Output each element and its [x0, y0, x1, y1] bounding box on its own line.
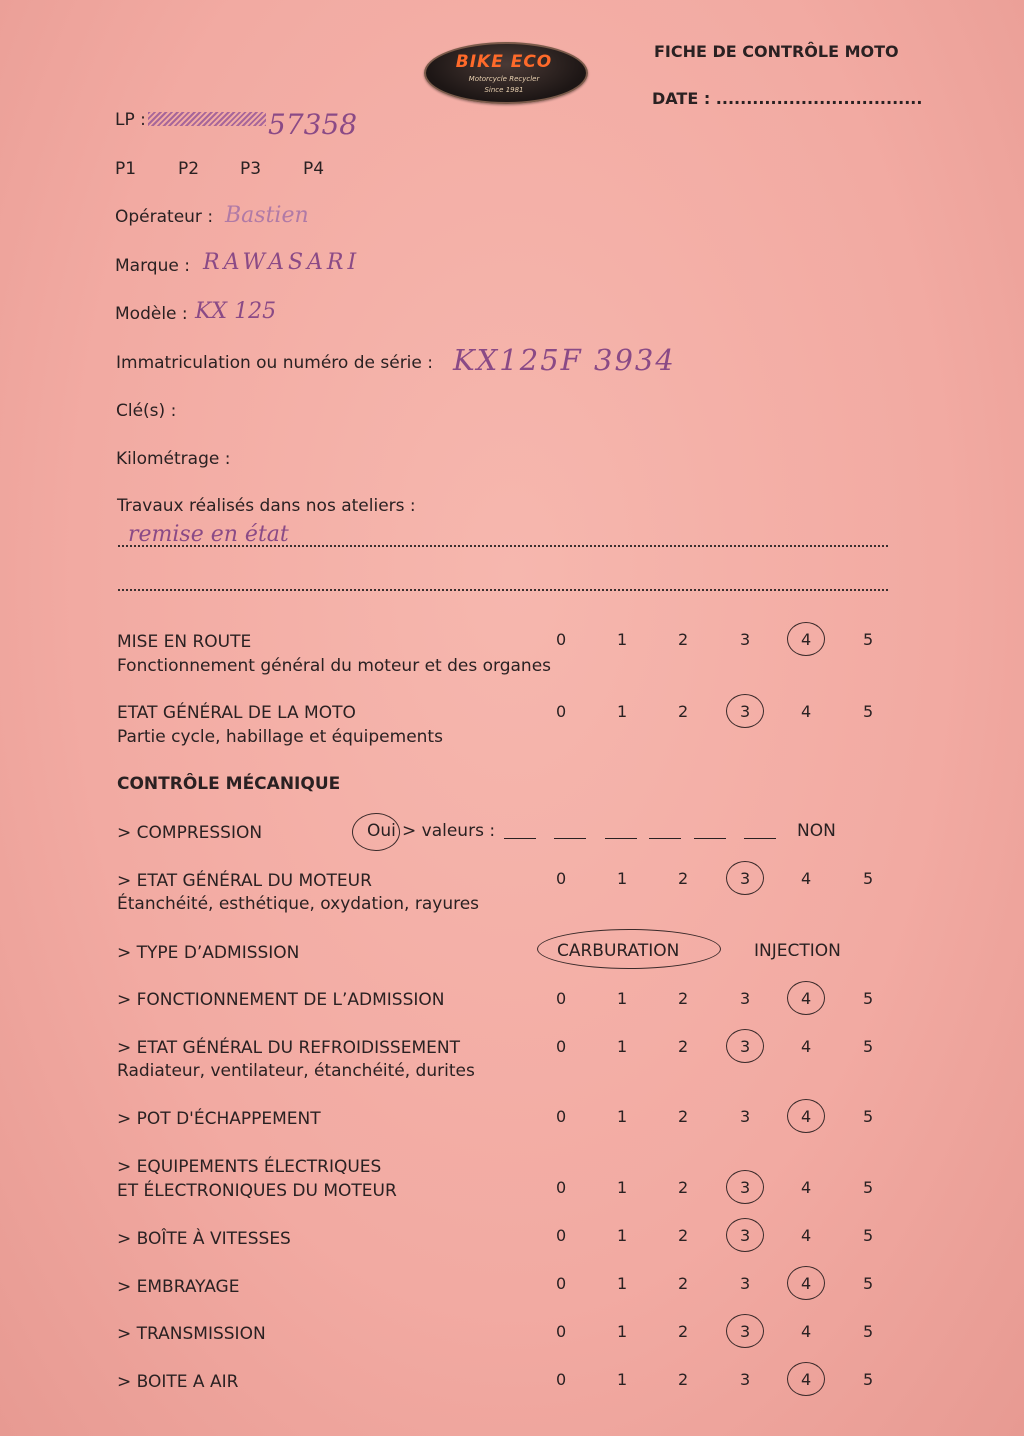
valeur-blank-5[interactable]	[694, 838, 726, 839]
refroidissement-scale-option-1[interactable]: 1	[617, 1037, 628, 1056]
etat-moto-scale-selection-circle	[726, 694, 764, 728]
etat-moto-scale-option-0[interactable]: 0	[556, 702, 567, 721]
logo-since: Since 1981	[484, 86, 524, 94]
equipements-scale-option-2[interactable]: 2	[678, 1178, 689, 1197]
boite-vitesses-scale-option-4[interactable]: 4	[801, 1226, 812, 1245]
mise-en-route-scale-option-3[interactable]: 3	[740, 630, 751, 649]
p4-option[interactable]: P4	[303, 159, 325, 179]
etat-moto-scale-option-3[interactable]: 3	[740, 702, 751, 721]
equipements-scale-option-0[interactable]: 0	[556, 1178, 567, 1197]
equipements-scale-selection-circle	[726, 1170, 764, 1204]
embrayage-label: > EMBRAYAGE	[117, 1277, 240, 1297]
transmission-scale-option-0[interactable]: 0	[556, 1322, 567, 1341]
etat-moto-scale-option-4[interactable]: 4	[801, 702, 812, 721]
etat-moto-scale-option-1[interactable]: 1	[617, 702, 628, 721]
boite-air-scale-selection-circle	[787, 1362, 825, 1396]
embrayage-scale-option-3[interactable]: 3	[740, 1274, 751, 1293]
modele-value[interactable]: KX 125	[195, 299, 277, 324]
refroidissement-label: > ETAT GÉNÉRAL DU REFROIDISSEMENT	[117, 1038, 460, 1058]
etat-moteur-scale-option-1[interactable]: 1	[617, 869, 628, 888]
valeur-blank-6[interactable]	[744, 838, 776, 839]
equipements-label: > EQUIPEMENTS ÉLECTRIQUES	[117, 1157, 382, 1177]
date-field: DATE : ..................................	[652, 89, 923, 108]
pot-echappement-scale-option-2[interactable]: 2	[678, 1107, 689, 1126]
fonctionnement-admission-scale-option-4[interactable]: 4	[801, 989, 812, 1008]
etat-moteur-scale-option-3[interactable]: 3	[740, 869, 751, 888]
boite-vitesses-scale-option-0[interactable]: 0	[556, 1226, 567, 1245]
refroidissement-scale-option-4[interactable]: 4	[801, 1037, 812, 1056]
equipements-scale-option-1[interactable]: 1	[617, 1178, 628, 1197]
etat-moteur-scale-option-2[interactable]: 2	[678, 869, 689, 888]
type-admission-label: > TYPE D’ADMISSION	[117, 943, 300, 963]
refroidissement-scale-option-0[interactable]: 0	[556, 1037, 567, 1056]
transmission-scale-selection-circle	[726, 1314, 764, 1348]
etat-moto-scale-option-5[interactable]: 5	[863, 702, 874, 721]
mise-en-route-scale-option-5[interactable]: 5	[863, 630, 874, 649]
boite-vitesses-scale-option-2[interactable]: 2	[678, 1226, 689, 1245]
fonctionnement-admission-scale-option-3[interactable]: 3	[740, 989, 751, 1008]
travaux-label: Travaux réalisés dans nos ateliers :	[117, 496, 416, 516]
equipements-scale-option-4[interactable]: 4	[801, 1178, 812, 1197]
operateur-label: Opérateur :	[115, 207, 214, 227]
etat-moto-label: ETAT GÉNÉRAL DE LA MOTO	[117, 703, 356, 723]
etat-moteur-label: > ETAT GÉNÉRAL DU MOTEUR	[117, 871, 372, 891]
etat-moteur-scale-selection-circle	[726, 861, 764, 895]
etat-moto-sub: Partie cycle, habillage et équipements	[117, 727, 443, 747]
fonctionnement-admission-scale-option-0[interactable]: 0	[556, 989, 567, 1008]
immatriculation-label: Immatriculation ou numéro de série :	[116, 353, 433, 373]
oui-selection-circle	[352, 813, 400, 851]
embrayage-scale-option-1[interactable]: 1	[617, 1274, 628, 1293]
carburation-selection-circle	[537, 929, 721, 969]
etat-moteur-sub: Étanchéité, esthétique, oxydation, rayures	[117, 894, 480, 914]
refroidissement-scale-option-3[interactable]: 3	[740, 1037, 751, 1056]
mise-en-route-label: MISE EN ROUTE	[117, 632, 252, 652]
mise-en-route-scale-option-4[interactable]: 4	[801, 630, 812, 649]
valeur-blank-1[interactable]	[504, 838, 536, 839]
compression-valeurs-label: > valeurs :	[402, 821, 496, 841]
embrayage-scale-option-2[interactable]: 2	[678, 1274, 689, 1293]
cles-label: Clé(s) :	[116, 401, 177, 421]
refroidissement-scale-option-5[interactable]: 5	[863, 1037, 874, 1056]
embrayage-scale-option-5[interactable]: 5	[863, 1274, 874, 1293]
compression-label: > COMPRESSION	[117, 823, 263, 843]
document-title: FICHE DE CONTRÔLE MOTO	[654, 42, 899, 61]
lp-label: LP :	[115, 110, 146, 130]
pot-echappement-scale-option-0[interactable]: 0	[556, 1107, 567, 1126]
boite-air-scale-option-0[interactable]: 0	[556, 1370, 567, 1389]
boite-air-scale-option-3[interactable]: 3	[740, 1370, 751, 1389]
valeur-blank-3[interactable]	[605, 838, 637, 839]
operateur-value[interactable]: Bastien	[225, 203, 309, 228]
transmission-scale-option-3[interactable]: 3	[740, 1322, 751, 1341]
transmission-label: > TRANSMISSION	[117, 1324, 266, 1344]
carburation-option[interactable]: CARBURATION	[557, 941, 680, 961]
boite-air-scale-option-5[interactable]: 5	[863, 1370, 874, 1389]
fonctionnement-admission-scale-option-1[interactable]: 1	[617, 989, 628, 1008]
compression-oui[interactable]: Oui	[367, 821, 396, 841]
pot-echappement-scale-option-5[interactable]: 5	[863, 1107, 874, 1126]
p2-option[interactable]: P2	[178, 159, 200, 179]
boite-air-scale-option-4[interactable]: 4	[801, 1370, 812, 1389]
transmission-scale-option-2[interactable]: 2	[678, 1322, 689, 1341]
etat-moteur-scale-option-4[interactable]: 4	[801, 869, 812, 888]
refroidissement-sub: Radiateur, ventilateur, étanchéité, durites	[117, 1061, 475, 1081]
valeur-blank-2[interactable]	[554, 838, 586, 839]
p3-option[interactable]: P3	[240, 159, 262, 179]
scribble-mark	[148, 112, 266, 126]
boite-vitesses-scale-option-3[interactable]: 3	[740, 1226, 751, 1245]
immatriculation-value[interactable]: KX125F 3934	[453, 343, 676, 377]
controle-mecanique-heading: CONTRÔLE MÉCANIQUE	[117, 774, 341, 794]
modele-label: Modèle :	[115, 304, 188, 324]
pot-echappement-scale-option-4[interactable]: 4	[801, 1107, 812, 1126]
pot-echappement-scale-option-1[interactable]: 1	[617, 1107, 628, 1126]
etat-moteur-scale-option-0[interactable]: 0	[556, 869, 567, 888]
transmission-scale-option-1[interactable]: 1	[617, 1322, 628, 1341]
travaux-line-1	[118, 545, 888, 547]
travaux-line-2	[118, 589, 888, 591]
transmission-scale-option-5[interactable]: 5	[863, 1322, 874, 1341]
pot-echappement-scale-option-3[interactable]: 3	[740, 1107, 751, 1126]
equipements-scale-option-3[interactable]: 3	[740, 1178, 751, 1197]
p1-option[interactable]: P1	[115, 159, 137, 179]
mise-en-route-scale-selection-circle	[787, 622, 825, 656]
boite-vitesses-scale-option-1[interactable]: 1	[617, 1226, 628, 1245]
equipements-scale-option-5[interactable]: 5	[863, 1178, 874, 1197]
transmission-scale-option-4[interactable]: 4	[801, 1322, 812, 1341]
embrayage-scale-selection-circle	[787, 1266, 825, 1300]
boite-air-scale-option-2[interactable]: 2	[678, 1370, 689, 1389]
boite-vitesses-scale-selection-circle	[726, 1218, 764, 1252]
refroidissement-scale-option-2[interactable]: 2	[678, 1037, 689, 1056]
boite-air-label: > BOITE A AIR	[117, 1372, 239, 1392]
boite-air-scale-option-1[interactable]: 1	[617, 1370, 628, 1389]
fonctionnement-admission-scale-option-2[interactable]: 2	[678, 989, 689, 1008]
embrayage-scale-option-4[interactable]: 4	[801, 1274, 812, 1293]
lp-value: 57358	[268, 108, 358, 141]
kilometrage-label: Kilométrage :	[116, 449, 231, 469]
mise-en-route-scale-option-0[interactable]: 0	[556, 630, 567, 649]
etat-moto-scale-option-2[interactable]: 2	[678, 702, 689, 721]
mise-en-route-scale-option-2[interactable]: 2	[678, 630, 689, 649]
boite-vitesses-label: > BOÎTE À VITESSES	[117, 1229, 291, 1249]
refroidissement-scale-selection-circle	[726, 1029, 764, 1063]
fonctionnement-admission-scale-selection-circle	[787, 981, 825, 1015]
logo-title: BIKE ECO	[455, 52, 553, 72]
compression-non[interactable]: NON	[797, 821, 836, 841]
valeur-blank-4[interactable]	[649, 838, 681, 839]
travaux-value[interactable]: remise en état	[128, 522, 289, 547]
marque-value[interactable]: RAWASARI	[203, 250, 361, 275]
etat-moteur-scale-option-5[interactable]: 5	[863, 869, 874, 888]
equipements-sub: ET ÉLECTRONIQUES DU MOTEUR	[117, 1181, 397, 1201]
marque-label: Marque :	[115, 256, 190, 276]
logo-subtitle: Motorcycle Recycler	[468, 75, 540, 83]
fonctionnement-admission-scale-option-5[interactable]: 5	[863, 989, 874, 1008]
boite-vitesses-scale-option-5[interactable]: 5	[863, 1226, 874, 1245]
pot-echappement-label: > POT D'ÉCHAPPEMENT	[117, 1109, 321, 1129]
embrayage-scale-option-0[interactable]: 0	[556, 1274, 567, 1293]
pot-echappement-scale-selection-circle	[787, 1099, 825, 1133]
mise-en-route-scale-option-1[interactable]: 1	[617, 630, 628, 649]
fonctionnement-admission-label: > FONCTIONNEMENT DE L’ADMISSION	[117, 990, 445, 1010]
mise-en-route-sub: Fonctionnement général du moteur et des organes	[117, 656, 552, 676]
injection-option[interactable]: INJECTION	[754, 941, 841, 961]
